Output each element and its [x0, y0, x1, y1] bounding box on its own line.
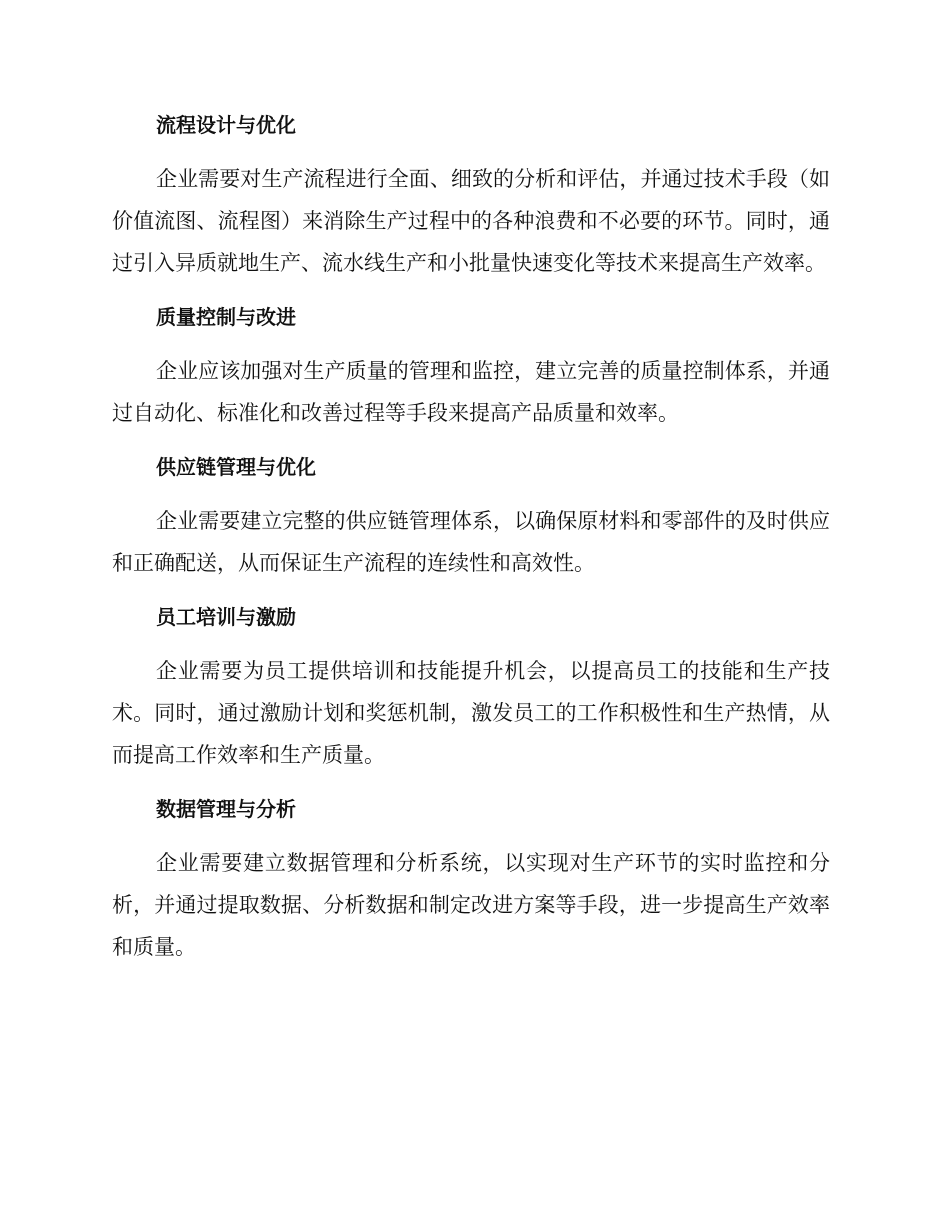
section-body: 企业应该加强对生产质量的管理和监控，建立完善的质量控制体系，并通过自动化、标准化和改善过程等手段来提高产品质量和效率。 [112, 359, 830, 425]
section-body: 企业需要建立完整的供应链管理体系，以确保原材料和零部件的及时供应和正确配送，从而保证生产流程的连续性和高效性。 [112, 509, 830, 575]
section-quality-control [112, 296, 830, 434]
section-supply-chain [112, 446, 830, 584]
section-heading: 流程设计与优化 [156, 113, 296, 137]
section-heading: 供应链管理与优化 [156, 455, 316, 479]
section-heading: 质量控制与改进 [156, 305, 296, 329]
section-body: 企业需要为员工提供培训和技能提升机会，以提高员工的技能和生产技术。同时，通过激励计划和奖惩机制，激发员工的工作积极性和生产热情，从而提高工作效率和生产质量。 [112, 659, 830, 767]
section-employee-training [112, 596, 830, 776]
document-page [112, 104, 830, 980]
section-data-management [112, 788, 830, 968]
section-heading: 员工培训与激励 [156, 605, 296, 629]
section-process-design [112, 104, 830, 284]
section-heading: 数据管理与分析 [156, 797, 296, 821]
section-body: 企业需要建立数据管理和分析系统，以实现对生产环节的实时监控和分析，并通过提取数据、分析数据和制定改进方案等手段，进一步提高生产效率和质量。 [112, 851, 830, 959]
section-body: 企业需要对生产流程进行全面、细致的分析和评估，并通过技术手段（如价值流图、流程图）来消除生产过程中的各种浪费和不必要的环节。同时，通过引入异质就地生产、流水线生产和小批量快速变化等技术来提高生产效率。 [112, 167, 830, 275]
